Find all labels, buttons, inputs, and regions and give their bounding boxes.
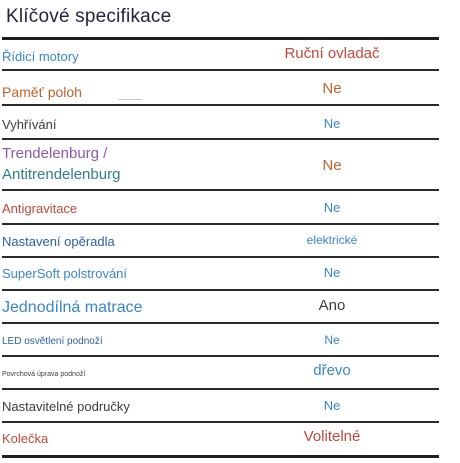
spec-value: Ne	[323, 398, 341, 413]
spec-value: Ne	[322, 157, 342, 174]
spec-value: Ne	[323, 116, 341, 131]
row-divider	[2, 322, 439, 324]
spec-value: elektrické	[306, 233, 358, 247]
spec-value: Volitelné	[303, 428, 361, 445]
spec-label: Antigravitace	[2, 201, 78, 216]
spec-value: Ne	[322, 80, 342, 97]
spec-value: Ne	[324, 333, 340, 347]
spec-label: SuperSoft polstrování	[2, 266, 128, 281]
spec-label: Nastavení opěradla	[2, 234, 115, 249]
spec-label-line2: Antitrendelenburg	[2, 166, 121, 183]
spec-value: dřevo	[313, 362, 351, 379]
row-divider	[2, 256, 439, 258]
row-divider	[2, 104, 439, 106]
row-divider	[2, 289, 439, 291]
row-divider	[2, 223, 439, 225]
page-title: Klíčové specifikace	[6, 6, 172, 27]
row-divider	[2, 355, 439, 357]
spec-value: Ruční ovladač	[284, 45, 380, 62]
spec-label: Vyhřívání	[2, 117, 57, 132]
decorative-underline	[118, 99, 142, 100]
row-divider	[2, 69, 439, 71]
spec-label: Řídicí motory	[2, 49, 79, 64]
row-divider	[2, 388, 439, 390]
rule-top	[2, 37, 439, 40]
spec-value: Ne	[323, 265, 341, 280]
row-divider	[2, 138, 439, 140]
spec-label: Paměť poloh	[2, 84, 82, 100]
spec-label: Nastavitelné područky	[2, 399, 130, 414]
row-divider	[2, 421, 439, 423]
spec-value: Ano	[318, 297, 346, 314]
row-divider	[2, 189, 439, 191]
spec-value: Ne	[323, 200, 341, 215]
spec-label-line1: Trendelenburg /	[2, 145, 108, 162]
rule-bottom	[2, 455, 439, 458]
spec-label: Jednodílná matrace	[2, 299, 143, 316]
spec-label: Kolečka	[2, 431, 49, 446]
spec-label: LED osvětlení podnoží	[2, 336, 103, 347]
spec-label: Povrchová úprava podnoží	[2, 371, 86, 378]
